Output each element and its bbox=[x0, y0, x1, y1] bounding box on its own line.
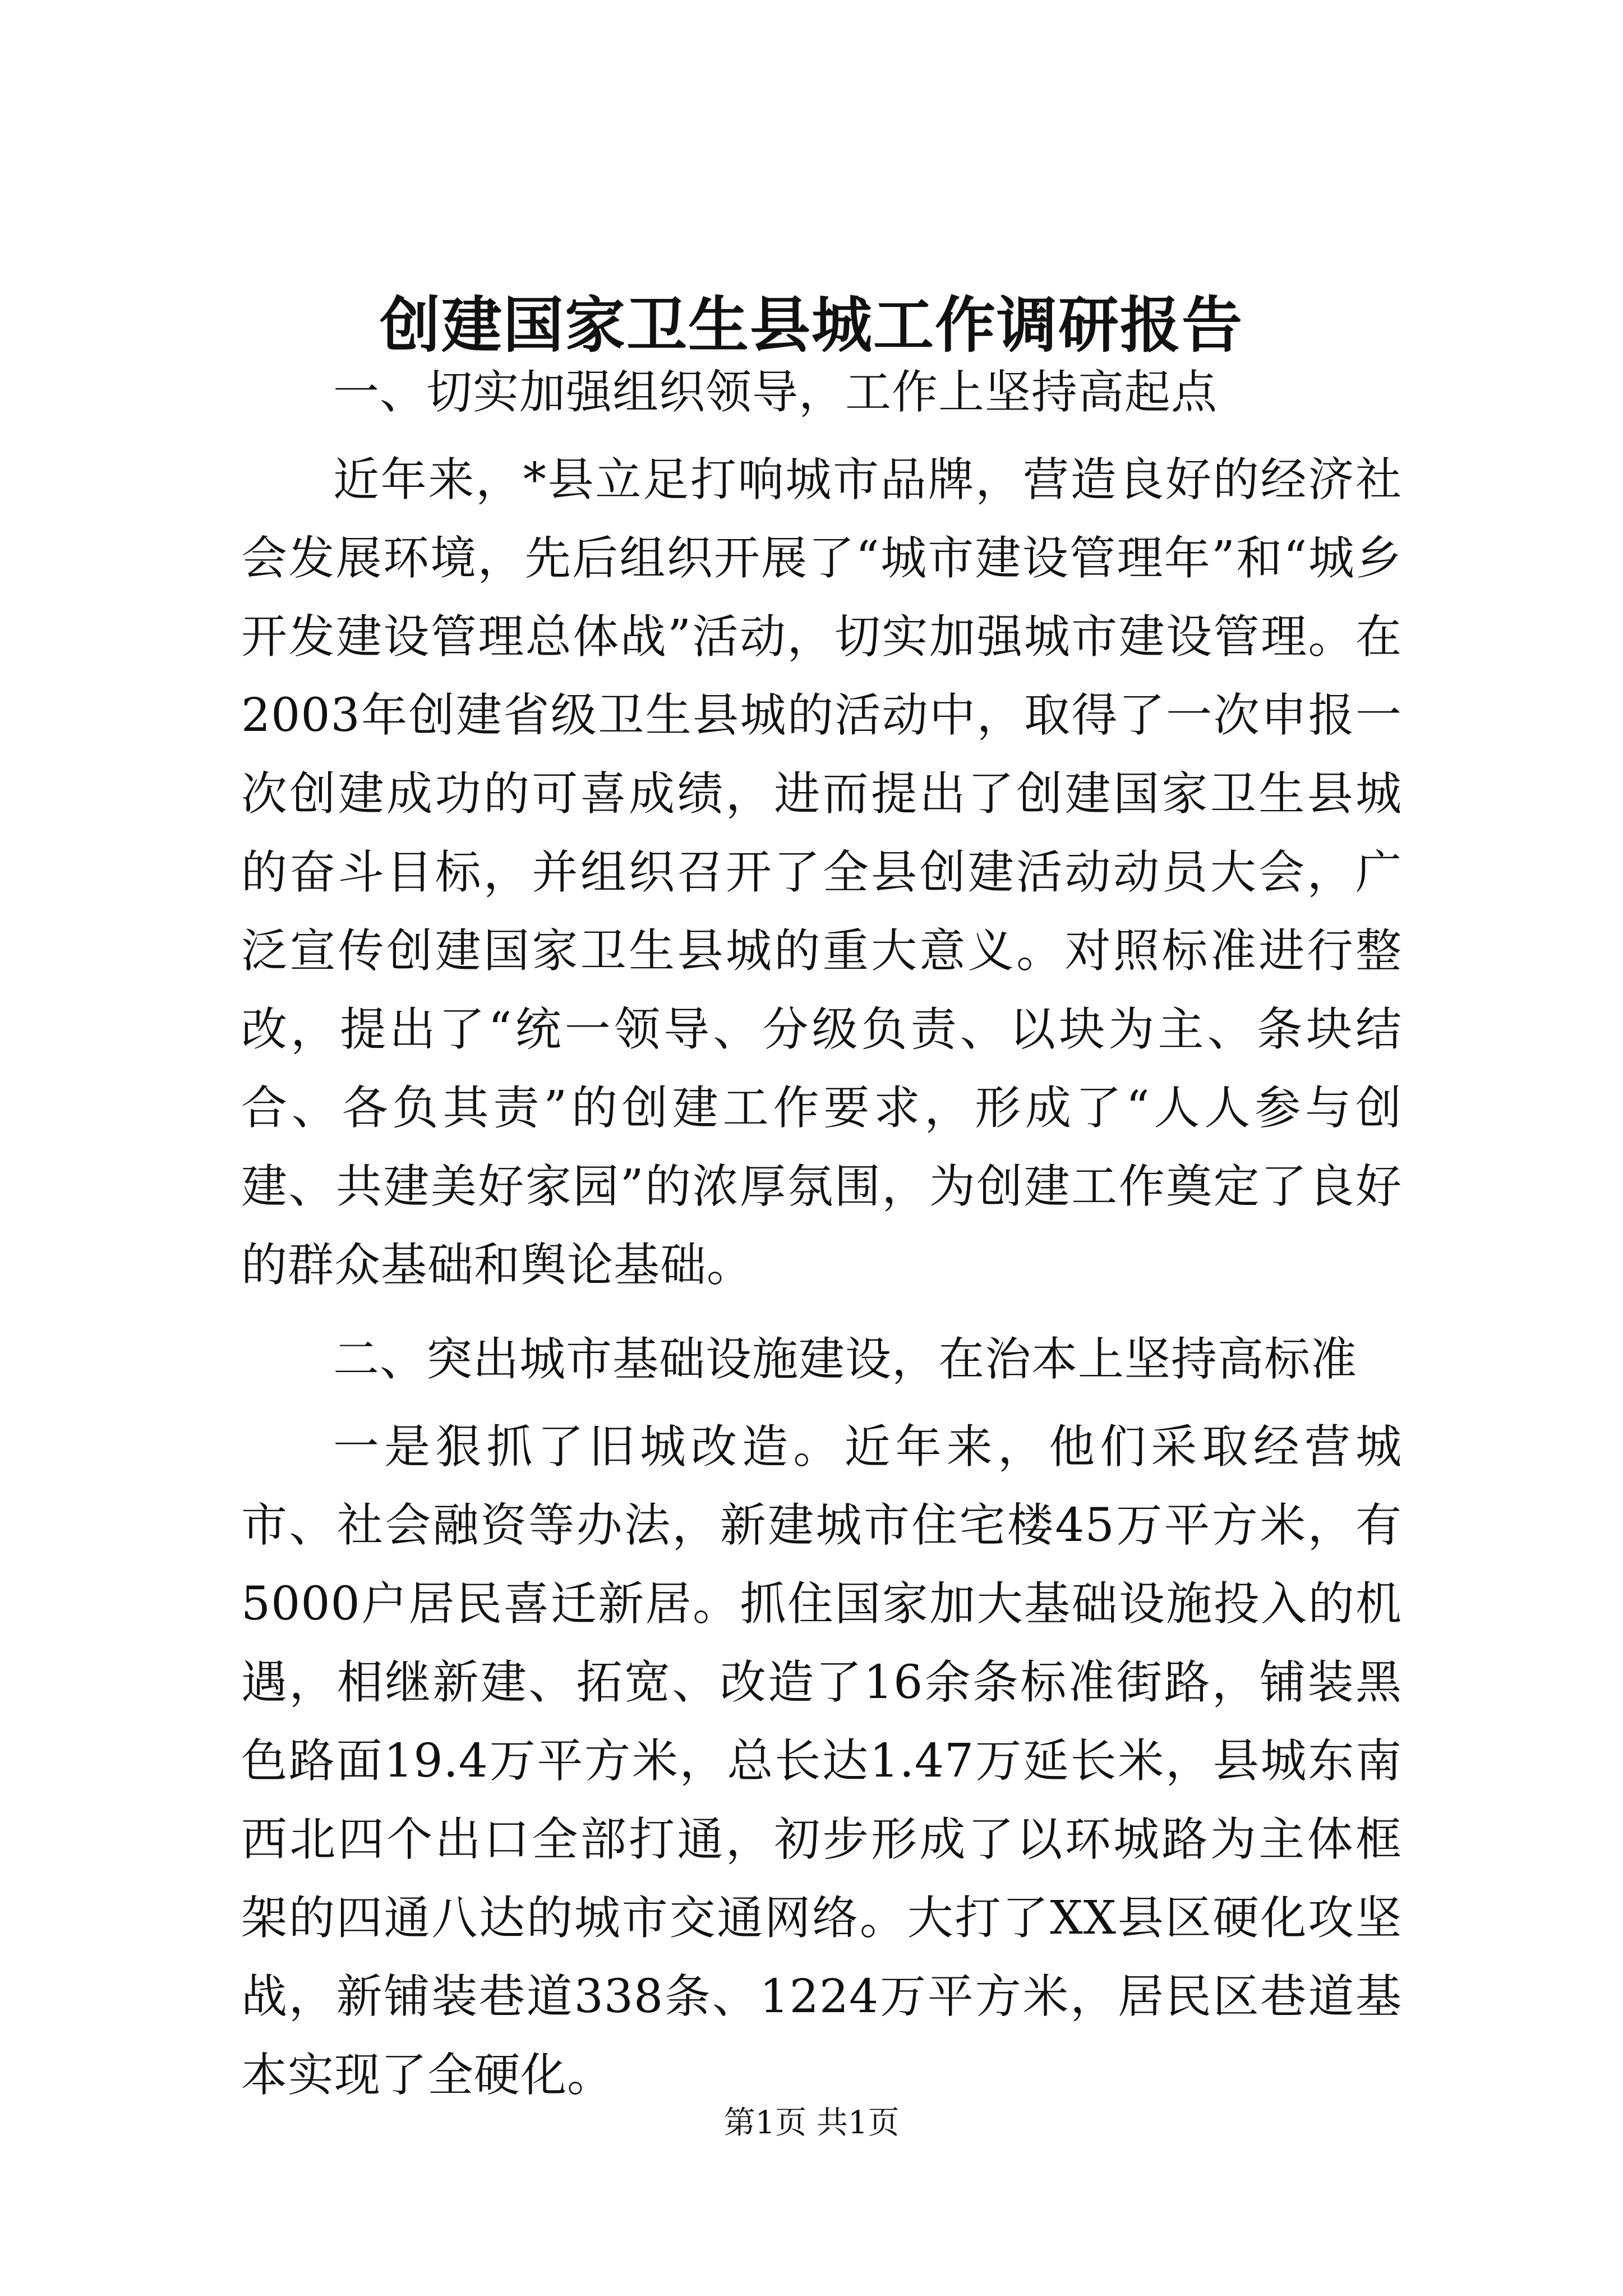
page-footer: 第1页 共1页 bbox=[723, 2105, 900, 2141]
section-heading-2: 二、突出城市基础设施建设，在治本上坚持高标准 bbox=[333, 1333, 1358, 1386]
section-1-paragraph-1: 近年来，*县立足打响城市品牌，营造良好的经济社会发展环境，先后组织开展了“城市建设管理年”和“城乡开发建设管理总体战”活动，切实加强城市建设管理。在2003年创建省级卫生县城的活动中，取得了一次申报一次创建成功的可喜成绩，进而提出了创建国家卫生县城的奋斗目标，并组织召开了全县创建活动动员大会，广泛宣传创建国家卫生县城的重大意义。对照标准进行整改，提出了“统一领导、分级负责、以块为主、条块结合、各负其责”的创建工作要求，形成了“人人参与创建、共建美好家园”的浓厚氛围，为创建工作奠定了良好的群众基础和舆论基础。 bbox=[241, 453, 1402, 1292]
section-heading-1: 一、切实加强组织领导，工作上坚持高起点 bbox=[333, 366, 1218, 419]
document-body bbox=[241, 353, 1402, 2115]
section-2-paragraph-1: 一是狠抓了旧城改造。近年来，他们采取经营城市、社会融资等办法，新建城市住宅楼45万平方米，有5000户居民喜迁新居。抓住国家加大基础设施投入的机遇，相继新建、拓宽、改造了16余条标准街路，铺装黑色路面19.4万平方米，总长达1.47万延长米，县城东南西北四个出口全部打通，初步形成了以环城路为主体框架的四通八达的城市交通网络。大打了XX县区硬化攻坚战，新铺装巷道338条、1224万平方米，居民区巷道基本实现了全硬化。 bbox=[241, 1420, 1402, 2102]
document-title: 创建国家卫生县城工作调研报告 bbox=[379, 290, 1243, 361]
